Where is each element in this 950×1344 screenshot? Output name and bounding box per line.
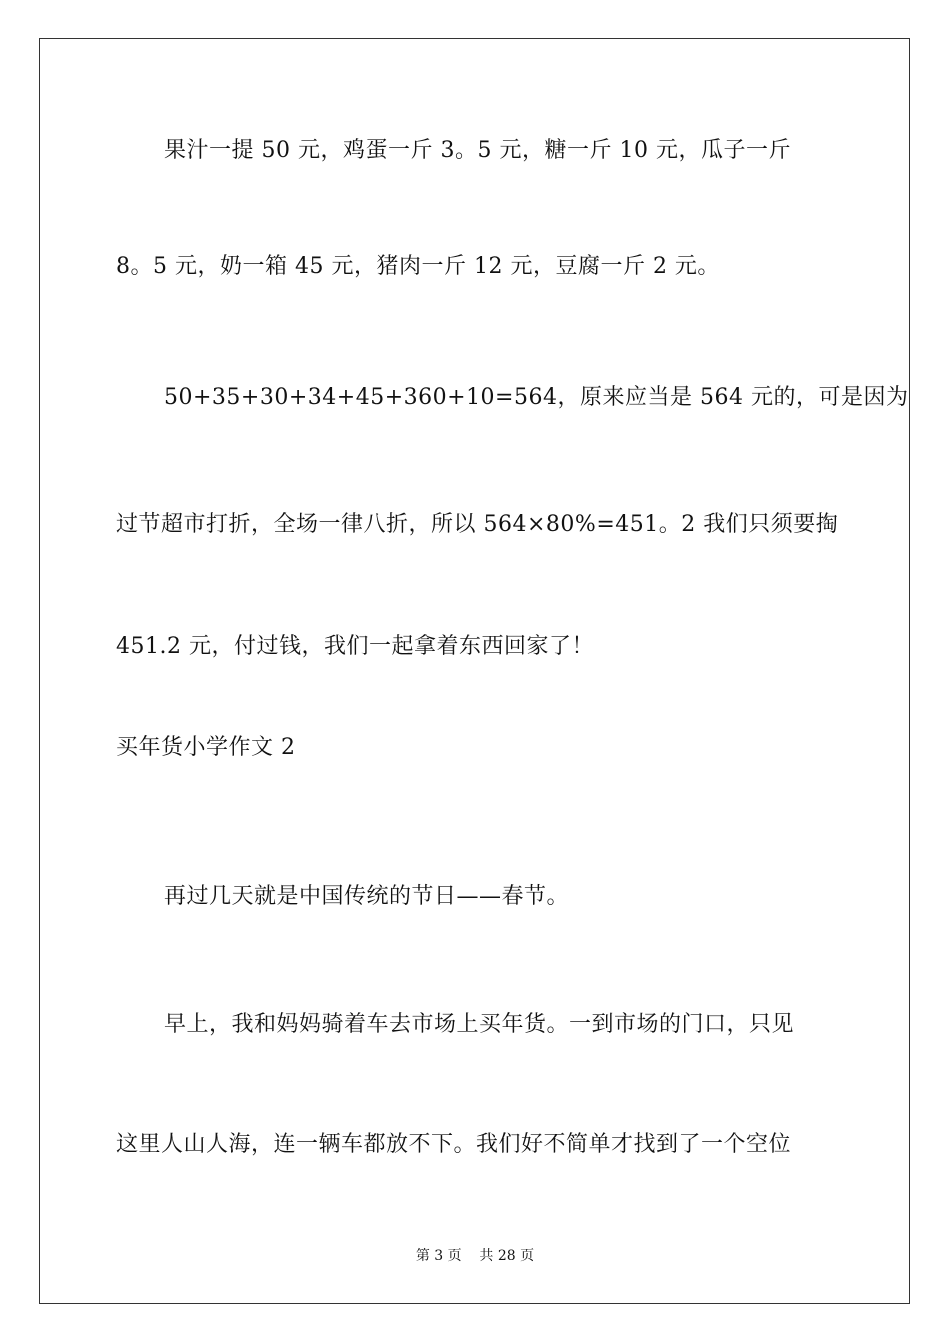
paragraph-line: 50+35+30+34+45+360+10=564，原来应当是 564 元的，可是因为 (164, 385, 909, 410)
paragraph-line: 早上，我和妈妈骑着车去市场上买年货。一到市场的门口，只见 (164, 1012, 795, 1037)
page-border (39, 38, 910, 1304)
paragraph-line: 451.2 元，付过钱，我们一起拿着东西回家了！ (116, 634, 594, 659)
paragraph-line: 这里人山人海，连一辆车都放不下。我们好不简单才找到了一个空位 (116, 1132, 792, 1157)
section-heading: 买年货小学作文 2 (116, 735, 296, 760)
page-number-footer: 第 3 页 共 28 页 (415, 1248, 535, 1264)
paragraph-line: 8。5 元，奶一箱 45 元，猪肉一斤 12 元，豆腐一斤 2 元。 (116, 254, 720, 279)
paragraph-line: 过节超市打折，全场一律八折，所以 564×80%=451。2 我们只须要掏 (116, 512, 839, 537)
paragraph-line: 果汁一提 50 元，鸡蛋一斤 3。5 元，糖一斤 10 元，瓜子一斤 (164, 138, 791, 163)
paragraph-line: 再过几天就是中国传统的节日——春节。 (164, 884, 570, 909)
